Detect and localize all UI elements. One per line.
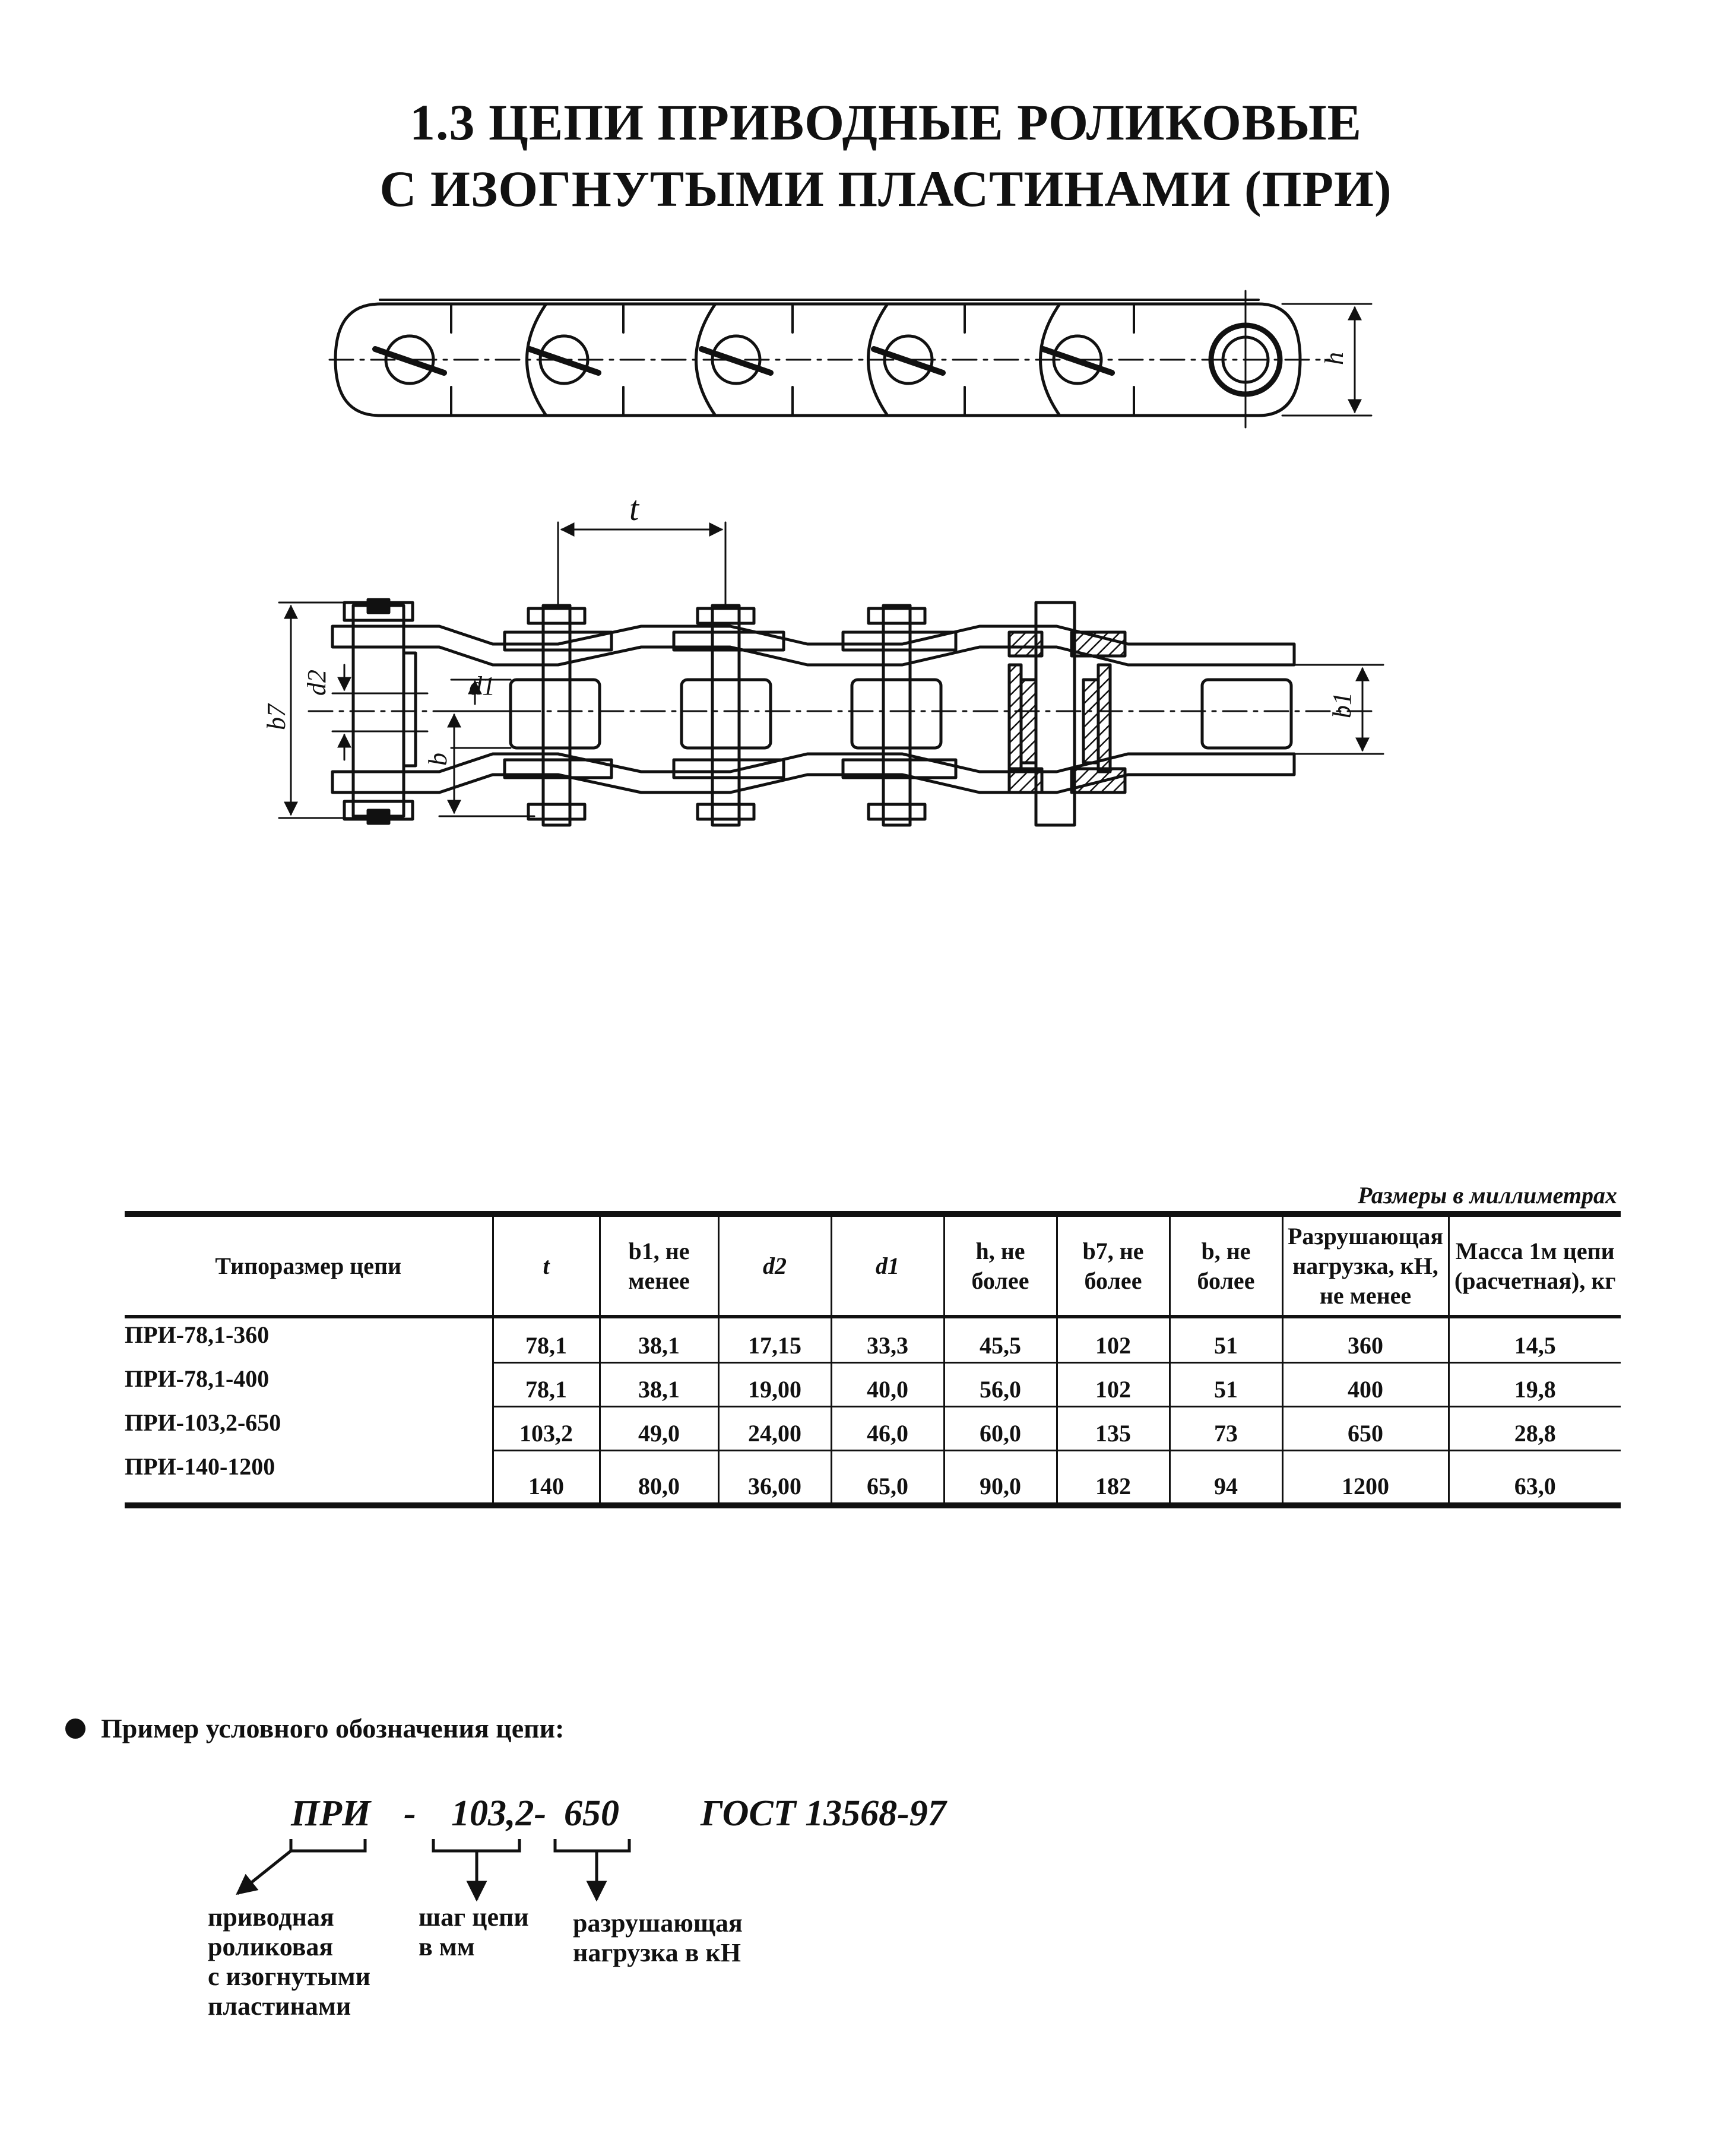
table-cell: ПРИ-140-1200 bbox=[125, 1453, 275, 1480]
col-header: h, не более bbox=[944, 1214, 1057, 1317]
dim-label-b1: b1 bbox=[1327, 692, 1357, 718]
table-cell: 28,8 bbox=[1449, 1406, 1621, 1450]
table-cell: 51 bbox=[1170, 1362, 1282, 1406]
dim-label-d2: d2 bbox=[302, 670, 331, 696]
units-note: Размеры в миллиметрах bbox=[1358, 1182, 1617, 1209]
example-heading-text: Пример условного обозначения цепи: bbox=[101, 1713, 565, 1743]
table-cell: 400 bbox=[1282, 1362, 1449, 1406]
table-cell: 80,0 bbox=[600, 1450, 718, 1505]
dim-label-t: t bbox=[629, 489, 639, 528]
legend-type bbox=[208, 1903, 370, 2021]
col-header: b7, не более bbox=[1057, 1214, 1170, 1317]
table-cell: 17,15 bbox=[718, 1317, 831, 1362]
table-cell: 49,0 bbox=[600, 1406, 718, 1450]
table-cell: 90,0 bbox=[944, 1450, 1057, 1505]
col-header: b1, не менее bbox=[600, 1214, 718, 1317]
legend-pitch-line: шаг цепи bbox=[419, 1903, 529, 1932]
dim-label-b: b bbox=[423, 753, 452, 766]
table-cell: 40,0 bbox=[831, 1362, 944, 1406]
dim-label-d1: d1 bbox=[469, 671, 495, 700]
legend-load bbox=[573, 1908, 743, 1968]
dim-label-b7: b7 bbox=[262, 704, 291, 730]
table-cell: 14,5 bbox=[1449, 1317, 1621, 1362]
table-cell: 63,0 bbox=[1449, 1450, 1621, 1505]
table-cell: 65,0 bbox=[831, 1450, 944, 1505]
table-cell: 103,2 bbox=[493, 1406, 600, 1450]
table-cell: 78,1 bbox=[493, 1362, 600, 1406]
table-cell: 45,5 bbox=[944, 1317, 1057, 1362]
table-cell: ПРИ-103,2-650 bbox=[125, 1409, 281, 1436]
col-header: d1 bbox=[831, 1214, 944, 1317]
table-cell: 73 bbox=[1170, 1406, 1282, 1450]
legend-type-line: приводная bbox=[208, 1903, 334, 1932]
legend-type-line: пластинами bbox=[208, 1992, 351, 2021]
designation-dash: - bbox=[404, 1793, 416, 1834]
legend-load-line: нагрузка в кН bbox=[573, 1938, 741, 1967]
designation-load: 650 bbox=[564, 1793, 619, 1834]
col-header: d2 bbox=[718, 1214, 831, 1317]
col-header: t bbox=[493, 1214, 600, 1317]
page-title-line2: С ИЗОГНУТЫМИ ПЛАСТИНАМИ (ПРИ) bbox=[379, 160, 1392, 217]
table-cell: 650 bbox=[1282, 1406, 1449, 1450]
table-cell: 56,0 bbox=[944, 1362, 1057, 1406]
table-cell: 46,0 bbox=[831, 1406, 944, 1450]
table-cell: 19,00 bbox=[718, 1362, 831, 1406]
page-title-line1: 1.3 ЦЕПИ ПРИВОДНЫЕ РОЛИКОВЫЕ bbox=[409, 94, 1362, 151]
table-cell: 102 bbox=[1057, 1362, 1170, 1406]
table-cell: 1200 bbox=[1282, 1450, 1449, 1505]
designation-type: ПРИ bbox=[291, 1793, 371, 1834]
col-header: Масса 1м цепи (расчетная), кг bbox=[1449, 1214, 1621, 1317]
table-cell: 182 bbox=[1057, 1450, 1170, 1505]
table-cell: 60,0 bbox=[944, 1406, 1057, 1450]
table-cell: 78,1 bbox=[493, 1317, 600, 1362]
dim-label-h: h bbox=[1320, 352, 1349, 365]
col-header: Типоразмер цепи bbox=[215, 1252, 402, 1279]
table-cell: 102 bbox=[1057, 1317, 1170, 1362]
table-cell: 51 bbox=[1170, 1317, 1282, 1362]
designation-pitch: 103,2- bbox=[451, 1793, 547, 1834]
col-header: Разрушающая нагрузка, кН, не менее bbox=[1282, 1214, 1449, 1317]
table-cell: ПРИ-78,1-360 bbox=[125, 1321, 270, 1348]
col-header: b, не более bbox=[1170, 1214, 1282, 1317]
table-cell: 135 bbox=[1057, 1406, 1170, 1450]
table-cell: 19,8 bbox=[1449, 1362, 1621, 1406]
table-cell: 38,1 bbox=[600, 1317, 718, 1362]
table-cell: 140 bbox=[493, 1450, 600, 1505]
table-cell: 24,00 bbox=[718, 1406, 831, 1450]
table-cell: 360 bbox=[1282, 1317, 1449, 1362]
legend-type-line: с изогнутыми bbox=[208, 1962, 370, 1991]
legend-pitch-line: в мм bbox=[419, 1932, 475, 1961]
table-cell: 33,3 bbox=[831, 1317, 944, 1362]
legend-type-line: роликовая bbox=[208, 1932, 334, 1961]
table-cell: ПРИ-78,1-400 bbox=[125, 1365, 270, 1392]
designation-standard: ГОСТ 13568-97 bbox=[701, 1793, 946, 1834]
table-cell: 36,00 bbox=[718, 1450, 831, 1505]
legend-load-line: разрушающая bbox=[573, 1908, 743, 1938]
table-cell: 94 bbox=[1170, 1450, 1282, 1505]
legend-pitch bbox=[419, 1903, 529, 1962]
table-cell: 38,1 bbox=[600, 1362, 718, 1406]
